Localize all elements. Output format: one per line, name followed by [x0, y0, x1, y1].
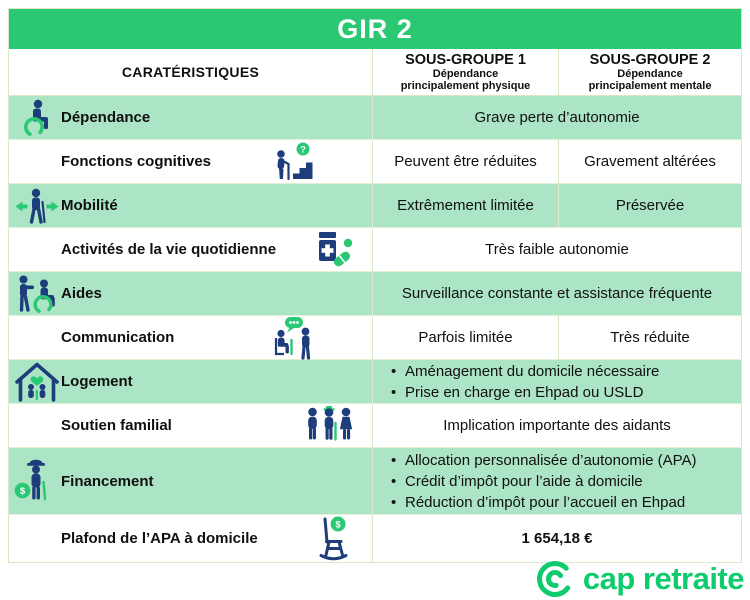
row-label: Logement [61, 373, 133, 390]
bullet-item: • Crédit d’impôt pour l’aide à domicile [389, 471, 643, 492]
row-label: Dépendance [61, 109, 151, 126]
row-value: Implication importante des aidants [443, 417, 671, 434]
column-header-row [9, 49, 741, 96]
elderly-stairs-question-icon [272, 142, 316, 182]
family-group-icon [304, 406, 354, 446]
row-label: Communication [61, 329, 175, 346]
table-row-aides [9, 272, 741, 316]
group2-value: Préservée [615, 197, 685, 214]
table-title: GIR 2 [337, 13, 413, 44]
row-label: Activités de la vie quotidienne [61, 241, 277, 258]
logo-text: cap retraite [582, 561, 744, 596]
gir-table [8, 8, 742, 563]
table-row-fonctions-cognitives [9, 140, 741, 184]
row-label: Plafond de l’APA à domicile [61, 530, 258, 547]
group2-value: Très réduite [610, 329, 690, 346]
table-row-plafond-apa [9, 515, 741, 562]
row-label: Soutien familial [61, 417, 172, 434]
group2-subtitle-line1: Dépendance [617, 68, 683, 80]
row-label: Mobilité [61, 197, 118, 214]
group1-value: Extrêmement limitée [373, 184, 559, 227]
svg-text:$: $ [19, 486, 26, 497]
cap-retraite-logo [535, 559, 744, 599]
walking-arrows-icon [14, 187, 60, 225]
bullet-item: • Réduction d’impôt pour l’accueil en Ehpad [389, 492, 685, 513]
medication-icon [312, 229, 354, 271]
cap-retraite-logo-icon [535, 559, 575, 599]
bullet-item: • Aménagement du domicile nécessaire [389, 361, 659, 382]
row-bullet-list [373, 448, 741, 514]
row-value: 1 654,18 € [521, 530, 593, 547]
bullet-item: • Allocation personnalisée d’autonomie (APA) [389, 450, 697, 471]
group1-subtitle-line2: principalement physique [400, 80, 531, 92]
group1-value: Parfois limitée [373, 316, 559, 359]
row-value: Surveillance constante et assistance fréquente [401, 285, 713, 302]
table-row-dependance [9, 96, 741, 140]
group1-value: Peuvent être réduites [373, 140, 559, 183]
row-value: Grave perte d’autonomie [474, 109, 640, 126]
table-row-mobilite [9, 184, 741, 228]
wheelchair-icon [14, 98, 54, 138]
table-row-logement [9, 360, 741, 404]
group1-header-cell [373, 49, 559, 95]
group1-name: SOUS-GROUPE 1 [405, 52, 526, 68]
row-value: Très faible autonomie [485, 241, 629, 258]
row-label: Financement [61, 472, 154, 490]
svg-text:?: ? [300, 143, 306, 155]
caregiver-wheelchair-icon [14, 274, 60, 314]
characteristics-header-cell [9, 49, 373, 95]
speech-bubble-people-icon [272, 316, 316, 360]
group1-subtitle-line1: Dépendance [432, 68, 499, 80]
row-label: Aides [61, 285, 102, 302]
senior-money-icon [14, 458, 56, 504]
group2-header-cell [559, 49, 741, 95]
row-label: Fonctions cognitives [61, 153, 212, 170]
table-row-activites [9, 228, 741, 272]
row-bullet-list [373, 360, 741, 403]
group2-value: Gravement altérées [584, 153, 716, 170]
bullet-item: • Prise en charge en Ehpad ou USLD [389, 382, 643, 403]
group2-name: SOUS-GROUPE 2 [589, 52, 711, 68]
group2-subtitle-line2: principalement mentale [588, 80, 712, 92]
table-row-financement [9, 448, 741, 515]
table-title-bar [9, 9, 741, 49]
characteristics-header: CARATÉRISTIQUES [121, 64, 260, 80]
house-family-icon [14, 361, 60, 403]
table-row-soutien-familial [9, 404, 741, 448]
svg-text:$: $ [335, 519, 341, 530]
rocking-chair-coin-icon [312, 516, 354, 562]
table-row-communication [9, 316, 741, 360]
